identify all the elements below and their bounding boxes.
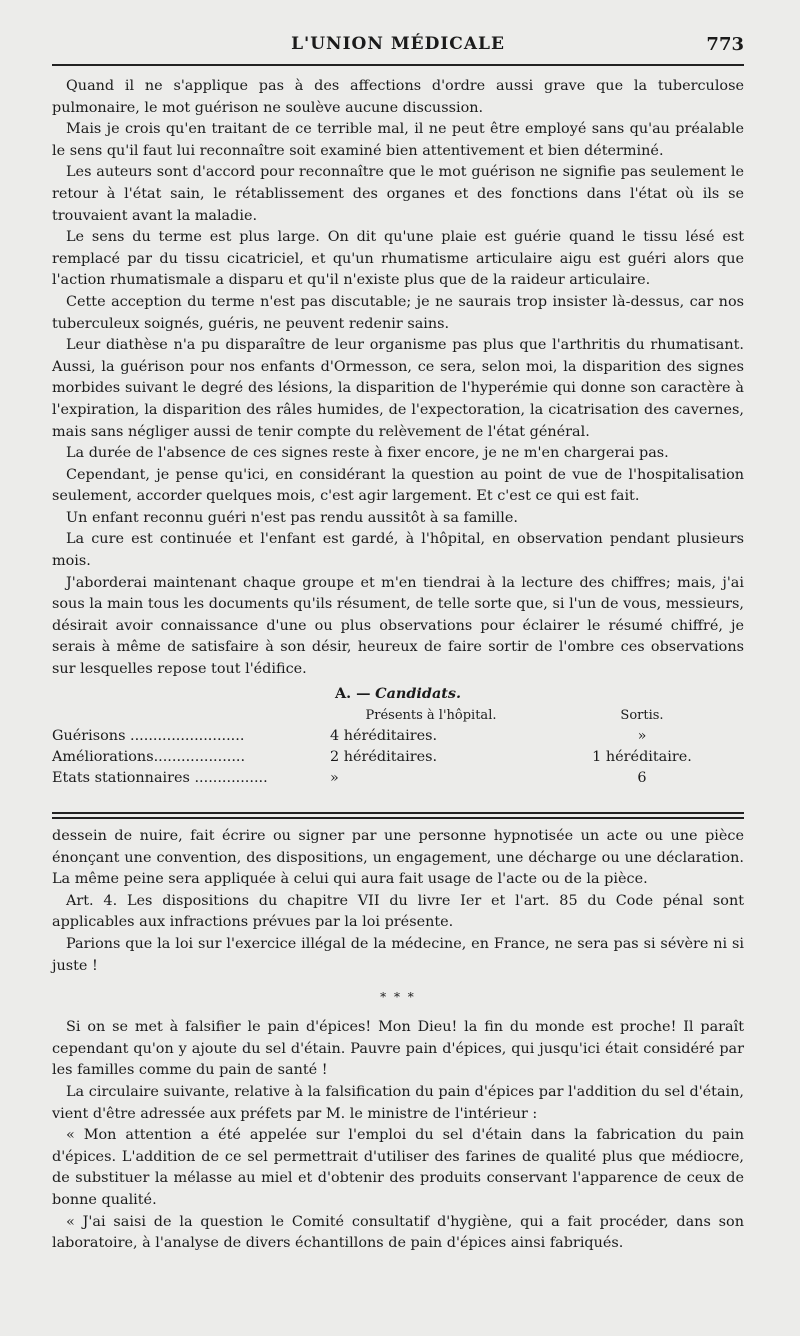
table-header-cell: Sortis.	[620, 708, 664, 724]
paragraph: J'aborderai maintenant chaque groupe et m'en tiendrai à la lecture des chiffres; mais, j'ai sous la main tous les documents qu'ils résument, de telle sorte que, si l'un de vous, messieurs, désirait avoir connaissance d'une ou plus observations pour éclairer le résumé chiffré, je serais à même de satisfaire à son désir, heureux de faire sortir de l'ombre ces observations sur lesquelles repose tout l'édifice.	[52, 574, 744, 678]
paragraph: Mais je crois qu'en traitant de ce terrible mal, il ne peut être employé sans qu'au préalable le sens qu'il faut lui reconnaître soit examiné bien attentivement et bien déterminé.	[52, 121, 744, 159]
journal-title: L'UNION MÉDICALE	[291, 34, 505, 54]
quote-paragraph: « J'ai saisi de la question le Comité consultatif d'hygiène, qui a fait procéder, dans son laboratoire, à l'analyse de divers échantillons de pain d'épices ainsi fabriqués.	[52, 1213, 744, 1252]
section-label: A. —	[334, 684, 371, 702]
paragraph: Un enfant reconnu guéri n'est pas rendu aussitôt à sa famille.	[66, 509, 518, 526]
table-row	[52, 768, 744, 789]
section-divider	[52, 812, 744, 819]
table-row	[52, 726, 744, 747]
page-number: 773	[706, 34, 744, 55]
table-cell: 6	[637, 770, 647, 787]
table-cell: 1 héréditaire.	[592, 749, 692, 766]
paragraph: La durée de l'absence de ces signes reste à fixer encore, je ne m'en chargerai pas.	[66, 445, 669, 462]
asterism: * * *	[380, 990, 416, 1005]
header-rule	[52, 64, 744, 66]
paragraph: Cette acception du terme n'est pas discutable; je ne saurais trop insister là-dessus, car nos tuberculeux soignés, guéris, ne peuvent redenir sains.	[52, 293, 744, 332]
paragraph: Art. 4. Les dispositions du chapitre VII du livre Ier et l'art. 85 du Code pénal sont applicables aux infractions prévues par la loi présente.	[52, 892, 744, 931]
paragraph: Parions que la loi sur l'exercice illégal de la médecine, en France, ne sera pas si sévère ni si juste !	[52, 935, 744, 974]
table-cell: »	[330, 770, 339, 787]
statistics-table	[52, 705, 744, 789]
table-header-row	[52, 705, 744, 726]
table-cell: Améliorations....................	[52, 749, 246, 766]
paragraph: Les auteurs sont d'accord pour reconnaître que le mot guérison ne signifie pas seulement le retour à l'état sain, le rétablissement des organes et des fonctions dans l'état où ils se trouvaient avant la maladie.	[52, 164, 744, 224]
quote-paragraph: « Mon attention a été appelée sur l'emploi du sel d'étain dans la fabrication du pain d'épices. L'addition de ce sel permettrait d'utiliser des farines de qualité plus que médiocre, de substituer la mélasse au miel et d'obtenir des produits conservant l'apparence de ceux de bonne qualité.	[52, 1127, 744, 1208]
table-cell: Guérisons .........................	[52, 728, 245, 745]
paragraph: La cure est continuée et l'enfant est gardé, à l'hôpital, en observation pendant plusieurs mois.	[52, 531, 744, 570]
table-cell: 4 héréditaires.	[330, 728, 438, 745]
table-cell: Etats stationnaires ................	[52, 770, 268, 787]
paragraph: La circulaire suivante, relative à la falsification du pain d'épices par l'addition du sel d'étain, vient d'être adressée aux préfets par M. le ministre de l'intérieur :	[52, 1083, 744, 1122]
section-name: Candidats.	[375, 684, 462, 702]
article-bottom	[52, 826, 744, 1255]
table-header-cell: Présents à l'hôpital.	[365, 708, 497, 724]
paragraph: Si on se met à falsifier le pain d'épices! Mon Dieu! la fin du monde est proche! Il paraît cependant qu'on y ajoute du sel d'étain. Pauvre pain d'épices, qui jusqu'ici était considéré par les familles comme du pain de santé !	[52, 1019, 744, 1079]
table-cell: 2 héréditaires.	[330, 749, 438, 766]
paragraph: Quand il ne s'applique pas à des affections d'ordre aussi grave que la tuberculose pulmonaire, le mot guérison ne soulève aucune discussion.	[52, 78, 744, 116]
paragraph: Le sens du terme est plus large. On dit qu'une plaie est guérie quand le tissu lésé est remplacé par du tissu cicatriciel, et qu'un rhumatisme articulaire aigu est guéri alors que l'action rhumatismale a disparu et qu'il n'existe plus que de la raideur articulaire.	[52, 229, 744, 289]
article-top	[52, 76, 744, 789]
table-cell: »	[637, 728, 647, 745]
paragraph: dessein de nuire, fait écrire ou signer par une personne hypnotisée un acte ou une pièce énonçant une convention, des dispositions, un engagement, une décharge ou une déclaration. La même peine sera appliquée à celui qui aura fait usage de l'acte ou de la pièce.	[52, 828, 744, 888]
paragraph: Leur diathèse n'a pu disparaître de leur organisme pas plus que l'arthritis du rhumatisant. Aussi, la guérison pour nos enfants d'Ormesson, ce sera, selon moi, la disparition des signes morbides suivant le degré des lésions, la disparition de l'hyperémie qui donne son caractère à l'expiration, la disparition des râles humides, de l'expectoration, la cicatrisation des cavernes, mais sans négliger aussi de tenir compte du relèvement de l'état général.	[52, 337, 744, 440]
section-heading	[52, 683, 744, 706]
table-header-cell	[52, 705, 322, 726]
running-head	[52, 30, 744, 60]
paragraph: Cependant, je pense qu'ici, en considérant la question au point de vue de l'hospitalisation seulement, accorder quelques mois, c'est agir largement. Et c'est ce qui est fait.	[52, 466, 744, 505]
table-row	[52, 747, 744, 768]
